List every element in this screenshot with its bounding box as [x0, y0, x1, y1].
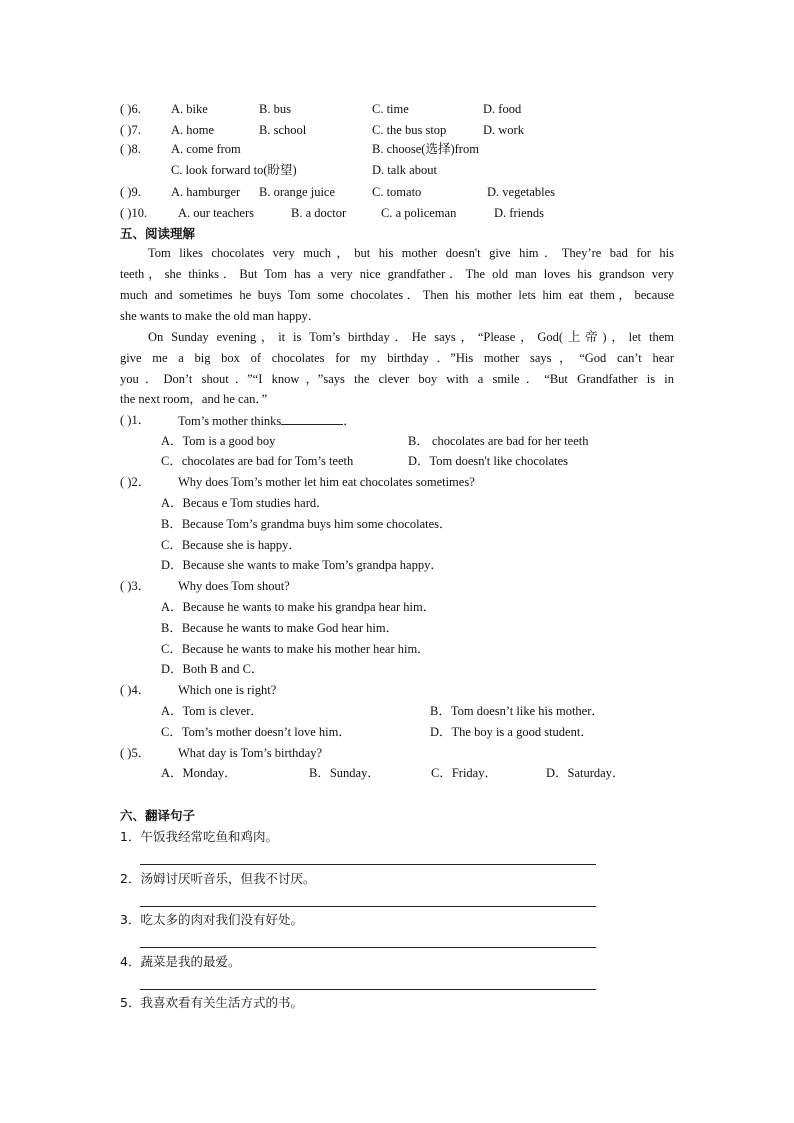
passage-line-6: give me a big box of chocolates for my birthday．”His mother says，“God can’t hear — [120, 351, 674, 365]
q2-stem: Why does Tom’s mother let him eat chocolates sometimes? — [178, 475, 475, 489]
q2-num: ( )2． — [120, 475, 151, 489]
passage-line-8: the next room，and he can．” — [120, 392, 268, 406]
translation-2: 2．汤姆讨厌听音乐，但我不讨厌。 — [120, 871, 316, 886]
q2-opt-c: C．Because she is happy． — [161, 538, 301, 552]
translation-1: 1．午饭我经常吃鱼和鸡肉。 — [120, 829, 278, 844]
q5-num: ( )5． — [120, 746, 151, 760]
q1-opt-c: C．chocolates are bad for Tom’s teeth — [161, 454, 354, 468]
passage-line-5: On Sunday evening，it is Tom’s birthday．He says，“Please，God(上帝)，let them — [148, 330, 674, 344]
translation-4-answer-line[interactable] — [140, 989, 596, 990]
section-title-reading: 五、阅读理解 — [120, 226, 196, 241]
q3-opt-c: C．Because he wants to make his mother hear him． — [161, 642, 430, 656]
q1-opt-b: B． chocolates are bad for her teeth — [408, 434, 589, 448]
vocab-q8-opt-b: B. choose(选择)from — [372, 142, 479, 156]
q1-stem-end: ． — [343, 414, 356, 428]
q2-opt-d: D．Because she wants to make Tom’s grandpa happy． — [161, 558, 443, 572]
q1-num: ( )1． — [120, 413, 151, 427]
passage-line-7: you．Don’t shout．”“I know，”says the clever boy with a smile．“But Grandfather is in — [120, 372, 674, 386]
translation-1-answer-line[interactable] — [140, 864, 596, 865]
q4-opt-b: B．Tom doesn’t like his mother． — [430, 704, 604, 718]
passage-line-4: she wants to make the old man happy． — [120, 309, 321, 323]
vocab-q9-num: ( )9. — [120, 185, 141, 199]
passage-line-2: teeth，she thinks．But Tom has a very nice grandfather．The old man loves his grandson very — [120, 267, 674, 281]
translation-2-answer-line[interactable] — [140, 906, 596, 907]
q5-opt-d: D．Saturday． — [546, 766, 625, 780]
vocab-q10-opt-b: B. a doctor — [291, 206, 347, 220]
q3-stem: Why does Tom shout? — [178, 579, 290, 593]
q3-num: ( )3． — [120, 579, 151, 593]
q1-answer-blank[interactable] — [281, 413, 343, 425]
q3-opt-b: B．Because he wants to make God hear him． — [161, 621, 399, 635]
q4-opt-c: C．Tom’s mother doesn’t love him． — [161, 725, 351, 739]
q3-opt-a: A．Because he wants to make his grandpa hear him． — [161, 600, 436, 614]
vocab-q7-num: ( )7. — [120, 123, 141, 137]
q4-opt-a: A．Tom is clever． — [161, 704, 263, 718]
vocab-q7-opt-b: B. school — [259, 123, 307, 137]
vocab-q10-opt-c: C. a policeman — [381, 206, 457, 220]
translation-5: 5．我喜欢看有关生活方式的书。 — [120, 995, 303, 1010]
vocab-q10-opt-d: D. friends — [494, 206, 544, 220]
vocab-q7-opt-c: C. the bus stop — [372, 123, 447, 137]
q2-opt-a: A．Becaus e Tom studies hard． — [161, 496, 329, 510]
q1-opt-a: A．Tom is a good boy — [161, 434, 276, 448]
vocab-q10-opt-a: A. our teachers — [178, 206, 255, 220]
passage-line-3: much and sometimes he buys Tom some chocolates．Then his mother lets him eat them，because — [120, 288, 674, 302]
q5-stem: What day is Tom’s birthday? — [178, 746, 323, 760]
vocab-q7-opt-d: D. work — [483, 123, 524, 137]
translation-4: 4．蔬菜是我的最爱。 — [120, 954, 241, 969]
q1-stem-text: Tom’s mother thinks — [178, 414, 282, 428]
q1-stem — [178, 413, 356, 429]
translation-3-answer-line[interactable] — [140, 947, 596, 948]
vocab-q6-opt-d: D. food — [483, 102, 522, 116]
q4-num: ( )4． — [120, 683, 151, 697]
vocab-q9-opt-d: D. vegetables — [487, 185, 556, 199]
vocab-q10-num: ( )10. — [120, 206, 148, 220]
q4-stem: Which one is right? — [178, 683, 277, 697]
q3-opt-d: D．Both B and C． — [161, 662, 264, 676]
vocab-q8-opt-d: D. talk about — [372, 163, 437, 177]
passage-line-1: Tom likes chocolates very much，but his mother doesn't give him．They’re bad for his — [148, 246, 674, 260]
q5-opt-b: B．Sunday． — [309, 766, 380, 780]
q1-opt-d: D．Tom doesn't like chocolates — [408, 454, 569, 468]
vocab-q8-num: ( )8. — [120, 142, 141, 156]
q4-opt-d: D．The boy is a good student． — [430, 725, 593, 739]
section-title-translation: 六、翻译句子 — [120, 808, 196, 823]
vocab-q6-opt-c: C. time — [372, 102, 409, 116]
translation-3: 3．吃太多的肉对我们没有好处。 — [120, 912, 303, 927]
vocab-q9-opt-b: B. orange juice — [259, 185, 336, 199]
vocab-q8-opt-c: C. look forward to(盼望) — [171, 163, 297, 177]
vocab-q9-opt-a: A. hamburger — [171, 185, 241, 199]
vocab-q7-opt-a: A. home — [171, 123, 215, 137]
vocab-q9-opt-c: C. tomato — [372, 185, 422, 199]
vocab-q8-opt-a: A. come from — [171, 142, 241, 156]
vocab-q6-num: ( )6. — [120, 102, 141, 116]
q5-opt-c: C．Friday． — [431, 766, 497, 780]
q5-opt-a: A．Monday． — [161, 766, 237, 780]
vocab-q6-opt-a: A. bike — [171, 102, 208, 116]
vocab-q6-opt-b: B. bus — [259, 102, 291, 116]
q2-opt-b: B．Because Tom’s grandma buys him some chocolates． — [161, 517, 452, 531]
